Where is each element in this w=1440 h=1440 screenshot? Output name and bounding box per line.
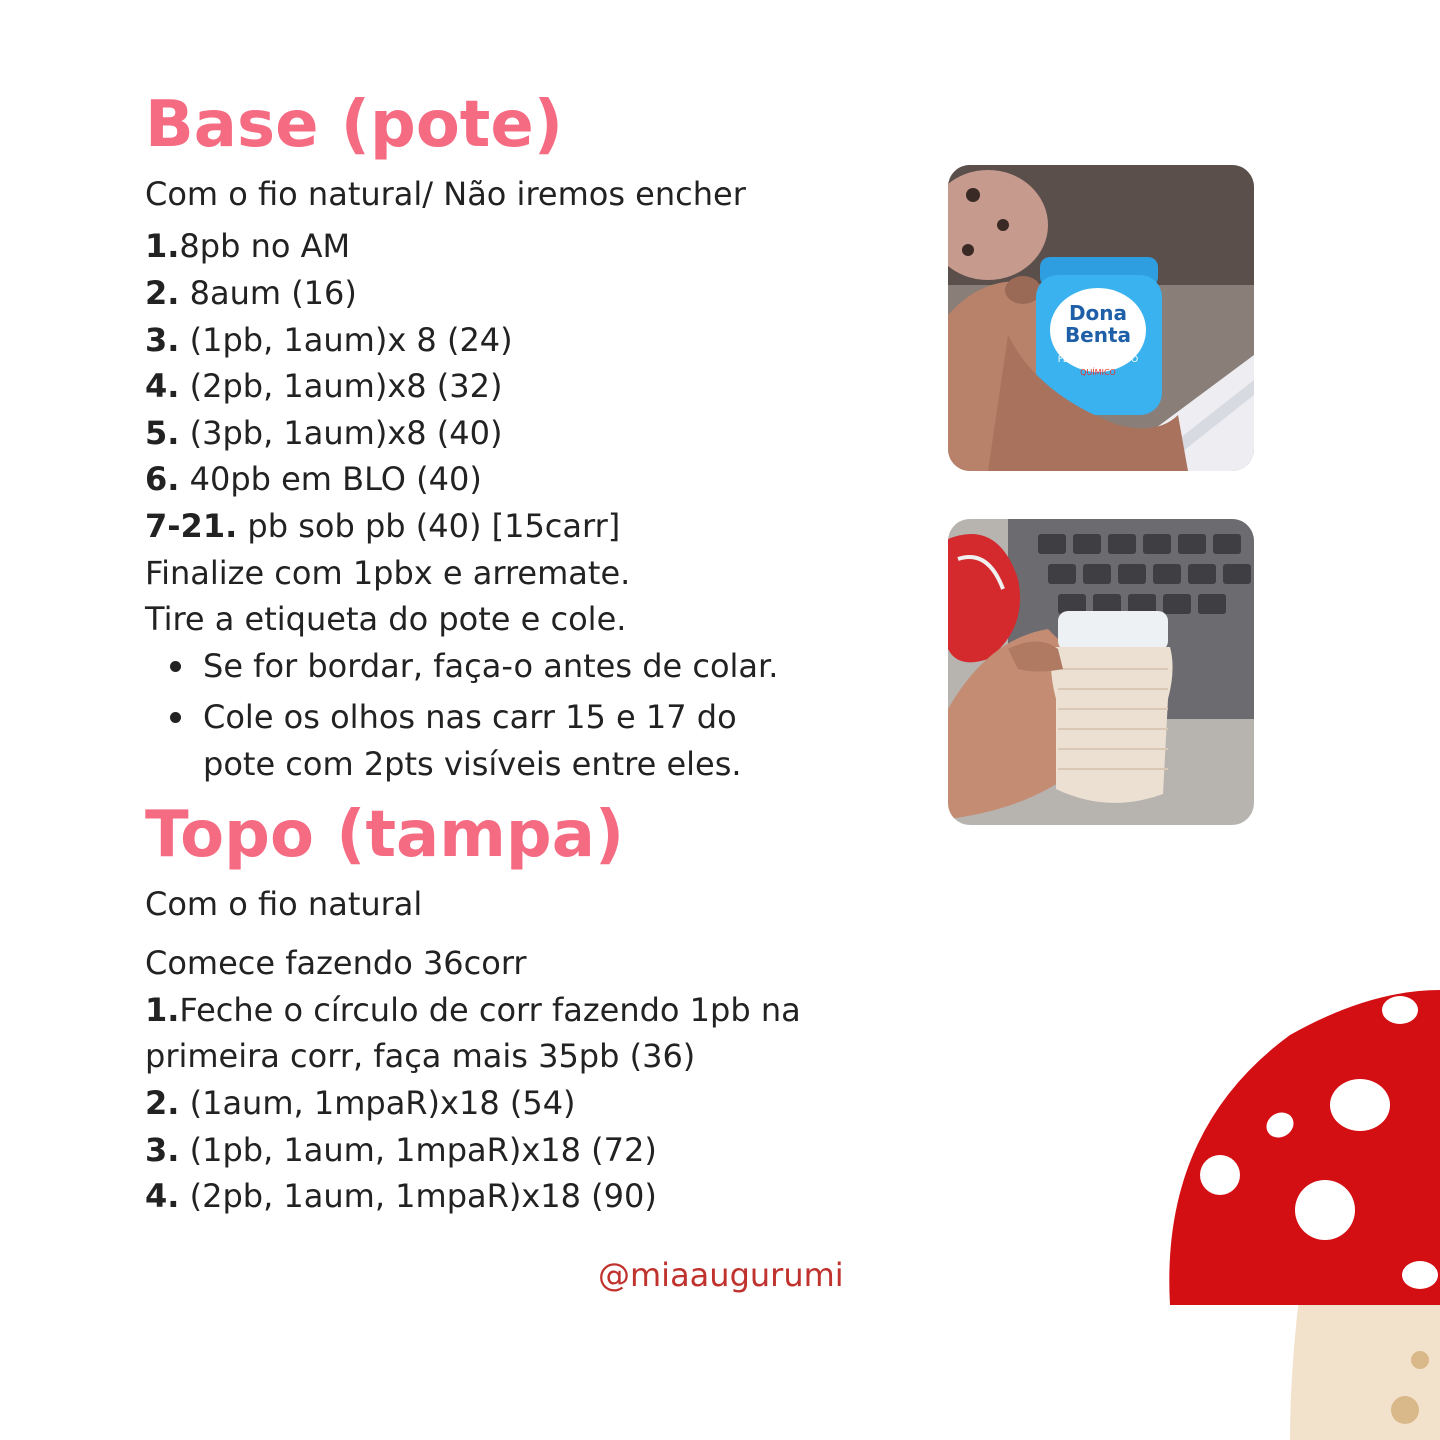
row-number: 1.: [145, 991, 180, 1029]
jar-sub-label: QUÍMICO: [1080, 368, 1116, 377]
row-text: primeira corr, faça mais 35pb (36): [145, 1037, 696, 1075]
topo-row: [145, 1130, 657, 1170]
base-title: Base (pote): [145, 88, 564, 162]
base-row: [145, 413, 502, 453]
topo-start: Comece fazendo 36corr: [145, 944, 527, 982]
row-number: 7-21.: [145, 507, 238, 545]
row-text: 8aum (16): [179, 274, 357, 312]
mushroom-decoration: [1140, 990, 1440, 1440]
jar-product-label: FERMENTO EN PÓ: [1057, 355, 1139, 365]
row-number: 4.: [145, 1177, 180, 1215]
row-text: (2pb, 1aum)x8 (32): [179, 367, 503, 405]
topo-title: Topo (tampa): [145, 798, 625, 872]
row-number: 4.: [145, 367, 180, 405]
photo-crochet-jar: [948, 519, 1254, 825]
bullet-text: pote com 2pts visíveis entre eles.: [203, 745, 742, 783]
bullet-dot: [170, 712, 181, 723]
topo-row: [145, 990, 801, 1030]
bullet-text: Se for bordar, faça-o antes de colar.: [203, 647, 779, 685]
row-number: 1.: [145, 227, 180, 265]
row-text: pb sob pb (40) [15carr]: [237, 507, 621, 545]
topo-row: [145, 1176, 657, 1216]
row-number: 6.: [145, 460, 180, 498]
jar-brand-line1: Dona: [1068, 301, 1128, 325]
row-text: (2pb, 1aum, 1mpaR)x18 (90): [179, 1177, 657, 1215]
bullet-dot: [170, 661, 181, 672]
base-row: [145, 226, 350, 266]
row-text: (1pb, 1aum)x 8 (24): [179, 321, 513, 359]
row-number: 3.: [145, 321, 180, 359]
photo-crochet-illustration: [948, 519, 1254, 825]
row-text: 40pb em BLO (40): [179, 460, 482, 498]
row-number: 2.: [145, 274, 180, 312]
row-text: 8pb no AM: [179, 227, 351, 265]
mushroom-cap: [1169, 990, 1440, 1305]
instagram-handle: @miaaugurumi: [598, 1256, 844, 1294]
row-text: (1pb, 1aum, 1mpaR)x18 (72): [179, 1131, 657, 1169]
topo-row: [145, 1083, 576, 1123]
base-row: [145, 366, 502, 406]
base-intro: Com o fio natural/ Não iremos encher: [145, 175, 746, 213]
jar-brand-line2: Benta: [1064, 323, 1132, 347]
row-text: (1aum, 1mpaR)x18 (54): [179, 1084, 576, 1122]
base-row: [145, 459, 482, 499]
row-number: 3.: [145, 1131, 180, 1169]
row-number: 2.: [145, 1084, 180, 1122]
base-row: [145, 273, 357, 313]
base-finish: Finalize com 1pbx e arremate.: [145, 554, 631, 592]
topo-intro: Com o fio natural: [145, 885, 423, 923]
row-number: 5.: [145, 414, 180, 452]
row-text: (3pb, 1aum)x8 (40): [179, 414, 503, 452]
base-label-note: Tire a etiqueta do pote e cole.: [145, 600, 627, 638]
base-row: [145, 506, 620, 546]
bullet-text: Cole os olhos nas carr 15 e 17 do: [203, 698, 737, 736]
photo-jar-in-hand: [948, 165, 1254, 471]
row-text: Feche o círculo de corr fazendo 1pb na: [179, 991, 801, 1029]
photo-jar-illustration: [948, 165, 1254, 471]
base-row: [145, 320, 513, 360]
topo-row: [145, 1036, 695, 1076]
